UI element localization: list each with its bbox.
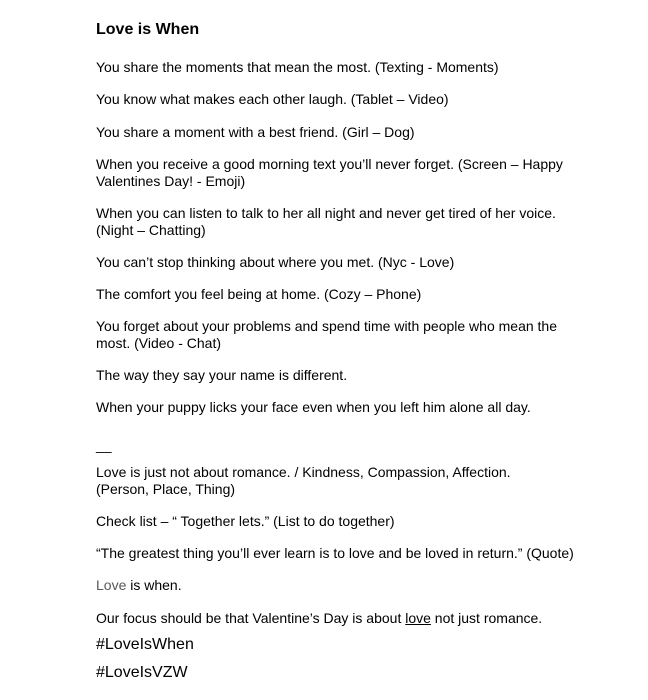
paragraph-name: The way they say your name is different. (96, 367, 348, 383)
focus-underlined: love (405, 610, 431, 626)
paragraph-checklist: Check list – “ Together lets.” (List to do together) (96, 513, 395, 529)
document-title: Love is When (96, 21, 200, 38)
paragraph-laugh: You know what makes each other laugh. (Tablet – Video) (96, 91, 449, 107)
love-rest: is when. (126, 577, 182, 593)
paragraph-puppy: When your puppy licks your face even when you left him alone all day. (96, 399, 531, 415)
romance-line: Love is just not about romance. / Kindness, Compassion, Affection. (96, 464, 511, 480)
hashtag-loveiswhen: #LoveIsWhen (96, 636, 194, 653)
paragraph-quote: “The greatest thing you’ll ever learn is to love and be loved in return.” (Quote) (96, 545, 574, 561)
paragraph-love-is-when (96, 577, 586, 594)
paragraph-where-met: You can’t stop thinking about where you met. (Nyc - Love) (96, 254, 455, 270)
focus-before: Our focus should be that Valentine’s Day is about (96, 610, 406, 626)
focus-after: not just romance. (430, 610, 543, 626)
paragraph-best-friend: You share a moment with a best friend. (Girl – Dog) (96, 124, 415, 140)
paragraph-listen: When you can listen to talk to her all night and never get tired of her voice. (Night – Chatting) (96, 205, 556, 238)
separator: __ (96, 437, 112, 453)
paragraph-moments: You share the moments that mean the most. (Texting - Moments) (96, 59, 499, 75)
paragraph-morning-text: When you receive a good morning text you’ll never forget. (Screen – Happy Valentines Day! - Emoji) (96, 156, 563, 189)
paragraph-comfort: The comfort you feel being at home. (Cozy – Phone) (96, 286, 422, 302)
paragraph-focus (96, 610, 586, 627)
love-word: Love (96, 577, 127, 593)
hashtag-loveisvzw: #LoveIsVZW (96, 664, 188, 681)
paragraph-romance (96, 464, 586, 497)
romance-subline: (Person, Place, Thing) (96, 480, 236, 497)
paragraph-problems: You forget about your problems and spend time with people who mean the most. (Video - Chat) (96, 318, 558, 351)
